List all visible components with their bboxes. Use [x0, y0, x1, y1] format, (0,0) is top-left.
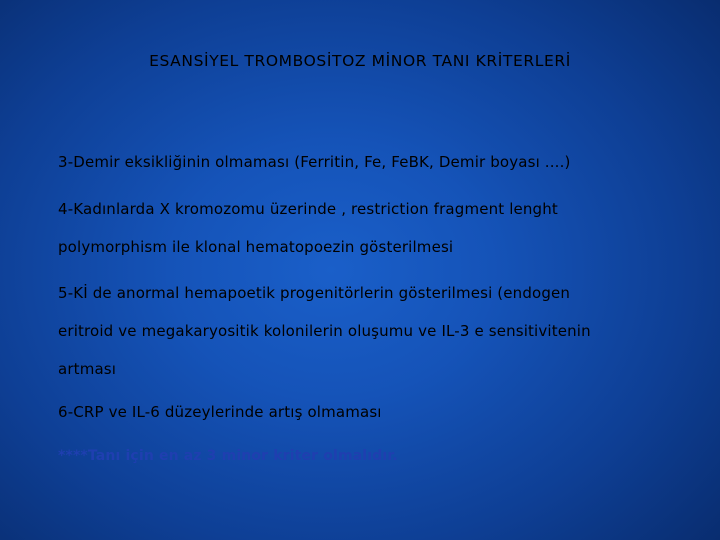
diagnosis-note: ****Tanı için en az 3 minor kriter olmalıdır. — [58, 448, 398, 464]
criterion-5-line-1: 5-Kİ de anormal hemapoetik progenitörlerin gösterilmesi (endogen — [58, 284, 571, 302]
criterion-5-line-3: artması — [58, 360, 117, 378]
slide-title: ESANSİYEL TROMBOSİTOZ MİNOR TANI KRİTERLERİ — [149, 52, 571, 70]
criterion-4-line-2: polymorphism ile klonal hematopoezin gösterilmesi — [58, 238, 454, 256]
criterion-6: 6-CRP ve IL-6 düzeylerinde artış olmaması — [58, 403, 382, 421]
criterion-5-line-2: eritroid ve megakaryositik kolonilerin oluşumu ve IL-3 e sensitivitenin — [58, 322, 591, 340]
criterion-3: 3-Demir eksikliğinin olmaması (Ferritin, Fe, FeBK, Demir boyası ....) — [58, 153, 571, 171]
criterion-4-line-1: 4-Kadınlarda X kromozomu üzerinde , restriction fragment lenght — [58, 200, 558, 218]
